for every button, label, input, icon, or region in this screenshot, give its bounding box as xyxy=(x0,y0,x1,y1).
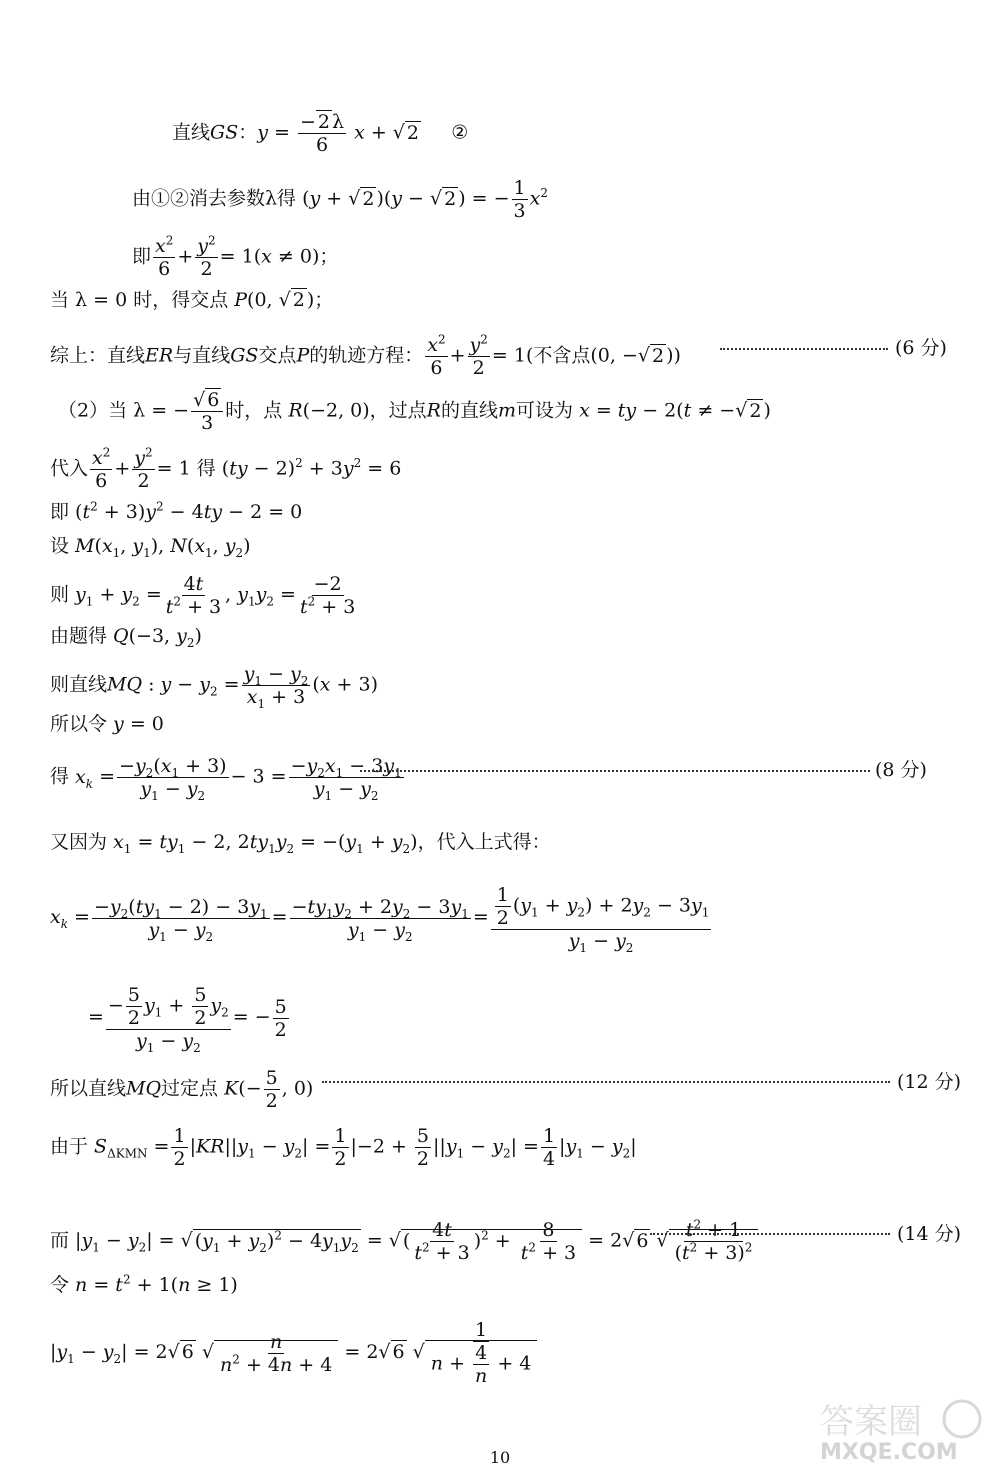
line-summary: 综上：直线ER与直线GS交点P的轨迹方程： $\frac{x^2}{6}$ + $\frac{y^2}{2}$ = 1(不含点(0, −√ 2 )) xyxy=(50,332,681,379)
eq-label: 直线GS：y = xyxy=(172,121,296,144)
line-gs-equation: 直线GS：y = $\frac{- 2 \lambda}{6}$ x + √ 2 ② xyxy=(172,111,469,156)
watermark-logo-text: 答案圈 xyxy=(820,1402,922,1442)
fraction: $\frac{- 2 \lambda}{6}$ xyxy=(299,111,345,156)
score-leader xyxy=(720,348,888,350)
score-leader xyxy=(650,1233,890,1235)
line-let-n: 令 $n = t^2 + 1(n \ge 1)$ xyxy=(50,1272,238,1296)
line-xk: 得 $x_k$ = $\frac{-y_2(x_1 + 3)}{y_1 - y_2}$ − 3 = $\frac{-y_2x_1 - 3y_1}{y_1 - y_2}$ xyxy=(50,755,402,803)
line-part2: （2）当 λ = − $\frac{√ 6}{3}$ 时，点 R(−2, 0)，过点R的直线m可设为 x = ty − 2(t ≠ −√ 2 ) xyxy=(58,389,771,434)
line-abs-diff: 而 $|y_1 - y_2|$ = √ $(y_1 + y_2)^2 - 4y_1y_2$ = √ ( $\frac{4t}{t^2 + 3}$ )$^2$ + $\frac{8}{t^2 + 3}$ = 2√ 6 √ $\frac{t^2 + 1}{(t^2 + 3)^2}$ xyxy=(50,1220,758,1263)
line-area: 由于 $S_{\Delta KMN}$ = $\frac{1}{2}$ $|KR||y_1 - y_2|$ = $\frac{1}{2}$ |−2 + $\frac{5}{2}$ $||y_1 - y_2|$ = $\frac{1}{4}$ $|y_1 - y_2|$ xyxy=(50,1125,637,1170)
line-set-points: 设 $M(x_1$, $y_1$), $N(x_1$, $y_2$) xyxy=(50,535,251,560)
line-eliminate: 由①②消去参数λ得 (y + √ 2 )(y − √ 2 ) = − $\frac{1}{3}$ $x^2$ xyxy=(132,177,548,222)
line-q-point: 由题得 Q(−3, $y_2$) xyxy=(50,625,202,650)
line-because: 又因为 $x_1 = ty_1 - 2$, $2ty_1y_2 = -(y_1 + y_2)$，代入上式得： xyxy=(50,831,551,856)
line-fixed-point: 所以直线MQ过定点 K(− $\frac{5}{2}$ , 0) xyxy=(50,1067,314,1112)
score-leader xyxy=(360,770,870,772)
line-xk-result: = − $\frac{5}{2}$ $y_1$ + $\frac{5}{2}$ $y_2$ $y_1 - y_2$ = − $\frac{5}{2}$ xyxy=(88,984,287,1055)
line-xk-expand: $x_k$ = $\frac{-y_2(ty_1 - 2) - 3y_1}{y_1 - y_2}$ = $\frac{-ty_1y_2 + 2y_2 - 3y_1}{y_1 - y_2}$ = $\frac{1}{2}$ $(y_1 + y_2) + 2y_2 - 3y_1$ $y_1 - y_2$ xyxy=(50,884,710,955)
line-quadratic: 即 $(t^2 + 3)y^2 - 4ty - 2 = 0$ xyxy=(50,499,303,523)
score-8: (8 分) xyxy=(875,759,927,781)
score-12: (12 分) xyxy=(897,1071,962,1093)
line-abs-n: $|y_1 - y_2| = 2√$ 6 √ $\frac{n}{n^2 + 4n + 4}$ = 2√ 6 √ 1 n + $\frac{4}{n}$ + 4 xyxy=(50,1320,537,1386)
line-lambda-zero: 当 λ = 0 时，得交点 P(0, √ 2 )； xyxy=(50,289,334,311)
score-6: (6 分) xyxy=(895,337,947,359)
line-ellipse: 即 $\frac{x^2}{6}$ + $\frac{y^2}{2}$ = 1(x ≠ 0)； xyxy=(132,233,339,280)
line-let-y0: 所以令 y = 0 xyxy=(50,713,164,735)
score-leader xyxy=(322,1081,890,1083)
line-vieta: 则 $y_1 + y_2$ = $\frac{4t}{t^2 + 3}$ , $y_1y_2$ = $\frac{-2}{t^2 + 3}$ xyxy=(50,573,356,618)
page-number: 10 xyxy=(489,1448,511,1467)
line-mq: 则直线MQ : $y - y_2$ = $\frac{y_1 - y_2}{x_1 + 3}$ (x + 3) xyxy=(50,663,378,711)
line-substitute: 代入 $\frac{x^2}{6}$ + $\frac{y^2}{2}$ = 1 得 $(ty - 2)^2 + 3y^2 = 6$ xyxy=(50,445,402,492)
watermark-text: MXQE.COM xyxy=(820,1440,958,1465)
score-14: (14 分) xyxy=(897,1223,962,1245)
